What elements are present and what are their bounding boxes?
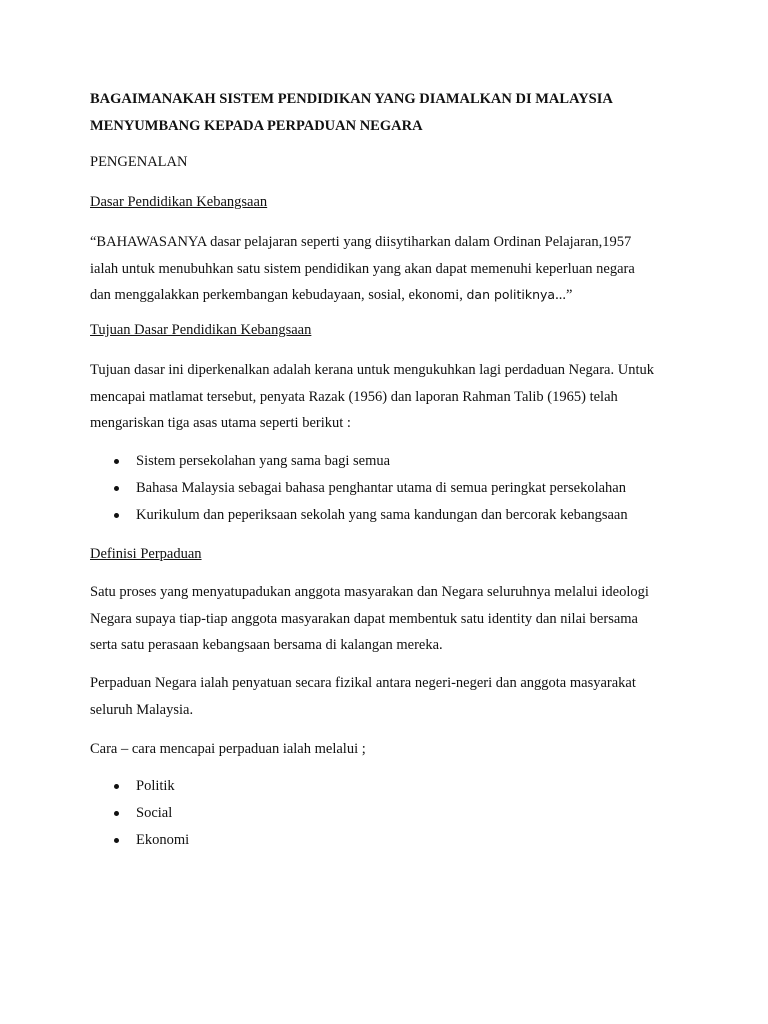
list-item (90, 502, 730, 529)
list-item-text: Social (136, 805, 173, 821)
intro-heading: PENGENALAN (90, 154, 188, 170)
bullet-icon (114, 486, 119, 491)
bullet-icon (114, 784, 119, 789)
title-line-2: MENYUMBANG KEPADA PERPADUAN NEGARA (90, 117, 423, 134)
list-item-text: Ekonomi (136, 832, 190, 848)
tujuan-paragraph (90, 357, 710, 437)
section-heading-tujuan: Tujuan Dasar Pendidikan Kebangsaan (90, 322, 312, 338)
tujuan-bullet-list (90, 448, 730, 529)
quote-line-3 (90, 282, 710, 309)
definisi-line-1: Satu proses yang menyatupadukan anggota masyarakan dan Negara seluruhnya melalui ideologi (90, 584, 649, 600)
definisi-p2-line-1: Perpaduan Negara ialah penyatuan secara fizikal antara negeri-negeri dan anggota masyarakat (90, 675, 636, 691)
document-title (90, 86, 690, 139)
definisi-p2-line-2: seluruh Malaysia. (90, 701, 194, 718)
quote-paragraph (90, 229, 710, 309)
list-item (90, 827, 730, 854)
bullet-icon (114, 459, 119, 464)
list-item-text: Kurikulum dan peperiksaan sekolah yang sama kandungan dan bercorak kebangsaan (136, 507, 628, 523)
definisi-line-3: serta satu perasaan kebangsaan bersama di kalangan mereka. (90, 637, 443, 653)
cara-paragraph: Cara – cara mencapai perpaduan ialah melalui ; (90, 741, 366, 757)
bullet-icon (114, 513, 119, 518)
list-item-text: Politik (136, 778, 175, 794)
quote-line-3-text: dan menggalakkan perkembangan kebudayaan, sosial, ekonomi, (90, 287, 467, 303)
bullet-icon (114, 811, 119, 816)
list-item-text: Bahasa Malaysia sebagai bahasa penghantar utama di semua peringkat persekolahan (136, 480, 626, 496)
quote-line-1: “BAHAWASANYA dasar pelajaran seperti yang diisytiharkan dalam Ordinan Pelajaran,1957 (90, 234, 632, 250)
title-line-1: BAGAIMANAKAH SISTEM PENDIDIKAN YANG DIAMALKAN DI MALAYSIA (90, 91, 613, 107)
list-item-text: Sistem persekolahan yang sama bagi semua (136, 453, 391, 469)
tujuan-line-3: mengariskan tiga asas utama seperti berikut : (90, 415, 351, 431)
section-heading-definisi: Definisi Perpaduan (90, 546, 202, 562)
quote-line-2: ialah untuk menubuhkan satu sistem pendidikan yang akan dapat memenuhi keperluan negara (90, 260, 635, 277)
definisi-line-2: Negara supaya tiap-tiap anggota masyarakan dapat membentuk satu identity dan nilai bersama (90, 610, 638, 627)
section-heading-dasar: Dasar Pendidikan Kebangsaan (90, 194, 268, 210)
tujuan-line-1: Tujuan dasar ini diperkenalkan adalah kerana untuk mengukuhkan lagi perdaduan Negara. Untuk (90, 362, 654, 378)
bullet-icon (114, 838, 119, 843)
list-item (90, 773, 730, 800)
cara-bullet-list (90, 773, 730, 854)
list-item (90, 448, 730, 475)
quote-line-3-politik: dan politiknya (466, 287, 556, 302)
list-item (90, 475, 730, 502)
list-item (90, 800, 730, 827)
quote-line-3-end: ...” (555, 287, 573, 303)
tujuan-line-2: mencapai matlamat tersebut, penyata Razak (1956) dan laporan Rahman Talib (1965) telah (90, 388, 618, 405)
definisi-paragraph-1 (90, 579, 710, 659)
definisi-paragraph-2 (90, 670, 710, 723)
